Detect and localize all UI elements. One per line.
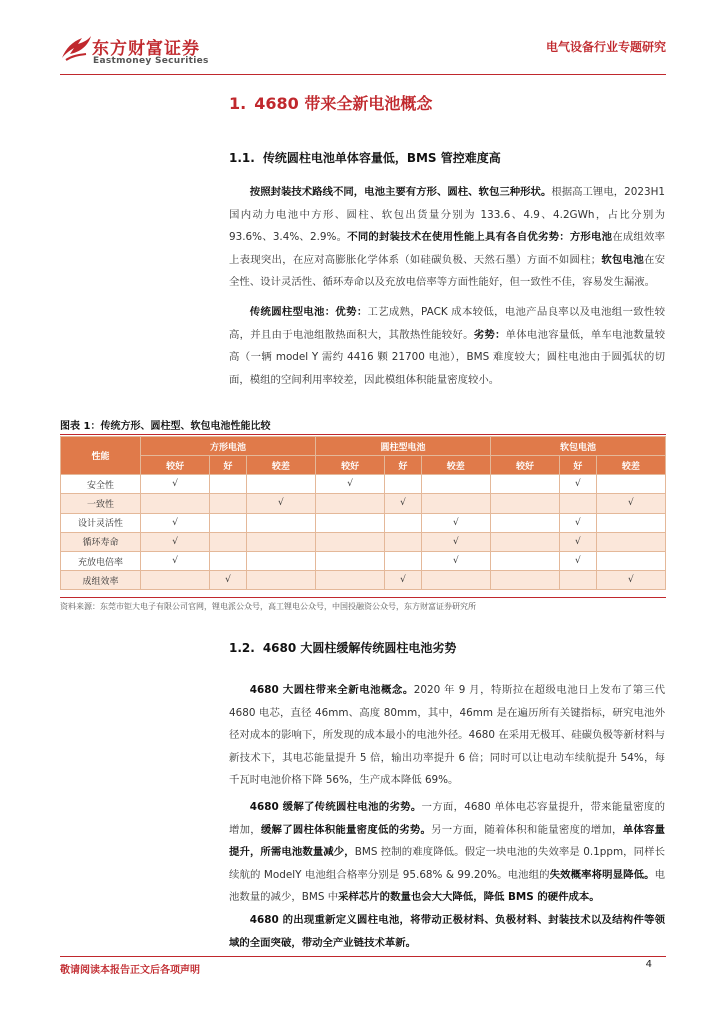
table-cell (141, 532, 210, 551)
table-row (61, 551, 666, 570)
table-cell (141, 513, 210, 532)
table-header-performance: 性能 (61, 437, 141, 475)
table-cell (421, 475, 490, 494)
table-cell (315, 513, 384, 532)
check-mark: √ (347, 479, 353, 490)
table-subheader: 较差 (596, 456, 665, 475)
bold-text: 缓解了圆柱体积能量密度低的劣势。 (260, 823, 432, 836)
paragraph-battery-shapes (229, 181, 665, 294)
check-mark: √ (575, 536, 581, 547)
table-header-group: 圆柱型电池 (315, 437, 490, 456)
row-label: 成组效率 (61, 571, 141, 590)
body-text: 另一方面，随着体积和能量密度的增加， (431, 823, 623, 836)
check-mark: √ (452, 517, 459, 528)
row-label: 安全性 (61, 475, 141, 494)
table-cell (596, 571, 665, 590)
table-cell (315, 551, 384, 570)
table-row (61, 571, 666, 590)
table-subheader: 较好 (315, 456, 384, 475)
body-text: 工艺成熟，PACK 成本较低，电池产品良率以及电池组一致性较高，并且由于电池组散热面积大，其散热性能较好。 (229, 306, 665, 341)
table-cell (596, 513, 665, 532)
table-cell (560, 494, 596, 513)
body-text: 在安全性、设计灵活性、循环寿命以及充放电倍率等方面性能好，但一致性不佳，容易发生漏液。 (229, 253, 665, 288)
check-mark: √ (400, 575, 406, 586)
check-mark: √ (172, 556, 178, 567)
table-cell (421, 532, 490, 551)
table-cell (246, 532, 315, 551)
table-cell (210, 475, 246, 494)
header-divider (60, 74, 666, 75)
table-cell (210, 494, 246, 513)
check-mark: √ (400, 498, 406, 509)
table-subheader: 好 (560, 456, 596, 475)
bold-text: 单体容量提升，所需电池数量减少， (229, 823, 666, 858)
table-row (61, 532, 666, 551)
check-mark: √ (225, 575, 231, 586)
table-cell (596, 494, 665, 513)
check-mark: √ (627, 575, 634, 586)
table-cell (490, 475, 559, 494)
page-number: 4 (645, 959, 652, 970)
table-row (61, 494, 666, 513)
page-header (0, 0, 724, 80)
table-cell (560, 513, 596, 532)
bold-text: 传统圆柱型电池：优势： (249, 306, 368, 318)
body-text: BMS 控制的难度降低。假定一块电池的失效率是 0.1ppm，同样长续航的 ModelY 电池组合格率分别是 95.68% & 99.20%。电池组的 (229, 846, 666, 881)
table-row (61, 475, 666, 494)
table-cell (385, 494, 421, 513)
section-number: 1.1. (229, 151, 255, 165)
section-number: 1.2. (229, 641, 255, 655)
paragraph-cylindrical-pros-cons (229, 301, 665, 391)
paragraph-4680-advantages (229, 796, 665, 909)
table-cell (560, 551, 596, 570)
table-subheader: 较差 (421, 456, 490, 475)
check-mark: √ (172, 517, 178, 528)
table-subheader: 好 (385, 456, 421, 475)
table-cell (210, 513, 246, 532)
section-title: 4680 大圆柱缓解传统圆柱电池劣势 (262, 641, 457, 655)
section-1-heading (229, 91, 432, 114)
figure-divider (60, 434, 666, 435)
table-cell (490, 513, 559, 532)
table-subheader: 较差 (246, 456, 315, 475)
body-text: 单体电池容量低，单车电池数量较高（一辆 model Y 需约 4416 颗 21700 电池），BMS 难度较大；圆柱电池由于圆弧状的切面，模组的空间利用率较差，因此模组体积能量密度较小。 (229, 328, 666, 386)
table-cell (596, 475, 665, 494)
eastmoney-logo-icon (60, 32, 92, 62)
table-cell (141, 494, 210, 513)
body-text: 一方面，4680 单体电芯容量提升，带来能量密度的增加， (229, 801, 665, 836)
table-cell (315, 494, 384, 513)
table-cell (421, 571, 490, 590)
check-mark: √ (172, 536, 178, 547)
table-cell (490, 551, 559, 570)
table-cell (490, 532, 559, 551)
table-body (61, 475, 666, 590)
check-mark: √ (575, 517, 581, 528)
bold-text: 软包电池 (601, 253, 644, 266)
table-cell (560, 475, 596, 494)
brand-name-cn: 东方财富证券 (92, 39, 200, 59)
table-cell (210, 571, 246, 590)
body-text: 根据高工锂电，2023H1 国内动力电池中方形、圆柱、软包出货量分别为 133.6、4.9、4.2GWh，占比分别为 93.6%、3.4%、2.9%。 (229, 186, 665, 243)
body-text: 在成组效率上表现突出，在应对高膨胀化学体系（如硅碳负极、天然石墨）方面不如圆柱； (229, 231, 666, 266)
table-cell (246, 551, 315, 570)
table-cell (490, 571, 559, 590)
paragraph-4680-redefines (229, 909, 665, 954)
check-mark: √ (452, 536, 459, 547)
report-type: 电气设备行业专题研究 (545, 40, 666, 54)
table-row (61, 513, 666, 532)
check-mark: √ (172, 479, 178, 490)
table-cell (421, 551, 490, 570)
row-label: 充放电倍率 (61, 551, 141, 570)
section-1-2-heading (229, 639, 456, 656)
table-cell (210, 532, 246, 551)
bold-text: 方形电池 (569, 231, 613, 243)
table-cell (246, 475, 315, 494)
footer-divider (60, 956, 666, 957)
bold-text: 采样芯片的数量也会大大降低，降低 BMS 的硬件成本。 (338, 891, 600, 903)
paragraph-4680-concept (229, 679, 665, 792)
table-cell (385, 475, 421, 494)
table-header-group: 方形电池 (141, 437, 316, 456)
table-cell (560, 571, 596, 590)
row-label: 循环寿命 (61, 532, 141, 551)
table-cell (246, 571, 315, 590)
check-mark: √ (575, 556, 581, 567)
check-mark: √ (277, 498, 284, 509)
table-cell (385, 532, 421, 551)
table-cell (210, 551, 246, 570)
section-number: 1. (229, 94, 247, 113)
table-cell (315, 475, 384, 494)
section-1-1-heading (229, 149, 501, 166)
brand-name-en: Eastmoney Securities (93, 56, 209, 66)
table-cell (315, 532, 384, 551)
table-cell (490, 494, 559, 513)
table-cell (141, 571, 210, 590)
bold-text: 不同的封装技术在使用性能上具有各自优劣势： (347, 231, 570, 243)
check-mark: √ (575, 479, 581, 490)
table-subheader: 较好 (490, 456, 559, 475)
bold-text: 劣势： (473, 328, 506, 341)
table-cell (560, 532, 596, 551)
check-mark: √ (452, 556, 459, 567)
body-text: 2020 年 9 月，特斯拉在超级电池日上发布了第三代 4680 电芯，直径 46mm、高度 80mm，其中，46mm 是在遍历所有关键指标，研究电池外径对成本的影响下，所发现的成本最小的电池外径。4680 在采用无极耳、硅碳负极等新材料与新技术下，其电芯能量提升 5 倍，输出功率提升 6 倍；同时可以让电动车续航提升 54%，每千瓦时电池价格下降 56%，生产成本降低 69%。 (229, 684, 665, 786)
table-cell (596, 532, 665, 551)
figure-source: 资料来源：东莞市钜大电子有限公司官网，锂电派公众号，高工锂电公众号，中国投融资公众号，东方财富证券研究所 (60, 602, 476, 611)
table-cell (141, 551, 210, 570)
section-title: 4680 带来全新电池概念 (254, 94, 433, 113)
section-title: 传统圆柱电池单体容量低，BMS 管控难度高 (262, 151, 501, 165)
figure-title: 图表 1：传统方形、圆柱型、软包电池性能比较 (60, 421, 271, 432)
table-cell (421, 494, 490, 513)
bold-text: 4680 缓解了传统圆柱电池的劣势。 (249, 801, 422, 813)
table-cell (596, 551, 665, 570)
row-label: 一致性 (61, 494, 141, 513)
source-divider (60, 597, 666, 598)
table-cell (246, 494, 315, 513)
bold-text: 4680 的出现重新定义圆柱电池，将带动正极材料、负极材料、封装技术以及结构件等领域的全面突破，带动全产业链技术革新。 (229, 914, 665, 949)
table-cell (385, 551, 421, 570)
disclaimer-link[interactable]: 敬请阅读本报告正文后各项声明 (60, 965, 200, 976)
table-header-group: 软包电池 (490, 437, 665, 456)
table-subheader: 较好 (141, 456, 210, 475)
table-cell (385, 513, 421, 532)
table-cell (421, 513, 490, 532)
table-cell (246, 513, 315, 532)
body-text: 电池数量的减少，BMS 中 (229, 868, 665, 903)
bold-text: 按照封装技术路线不同，电池主要有方形、圆柱、软包三种形状。 (249, 186, 552, 198)
row-label: 设计灵活性 (61, 513, 141, 532)
table-cell (141, 475, 210, 494)
bold-text: 4680 大圆柱带来全新电池概念。 (249, 684, 414, 696)
table-cell (385, 571, 421, 590)
table-cell (315, 571, 384, 590)
table-subheader: 好 (210, 456, 246, 475)
check-mark: √ (627, 498, 634, 509)
bold-text: 失效概率将明显降低。 (549, 868, 655, 881)
performance-comparison-table (60, 436, 666, 590)
